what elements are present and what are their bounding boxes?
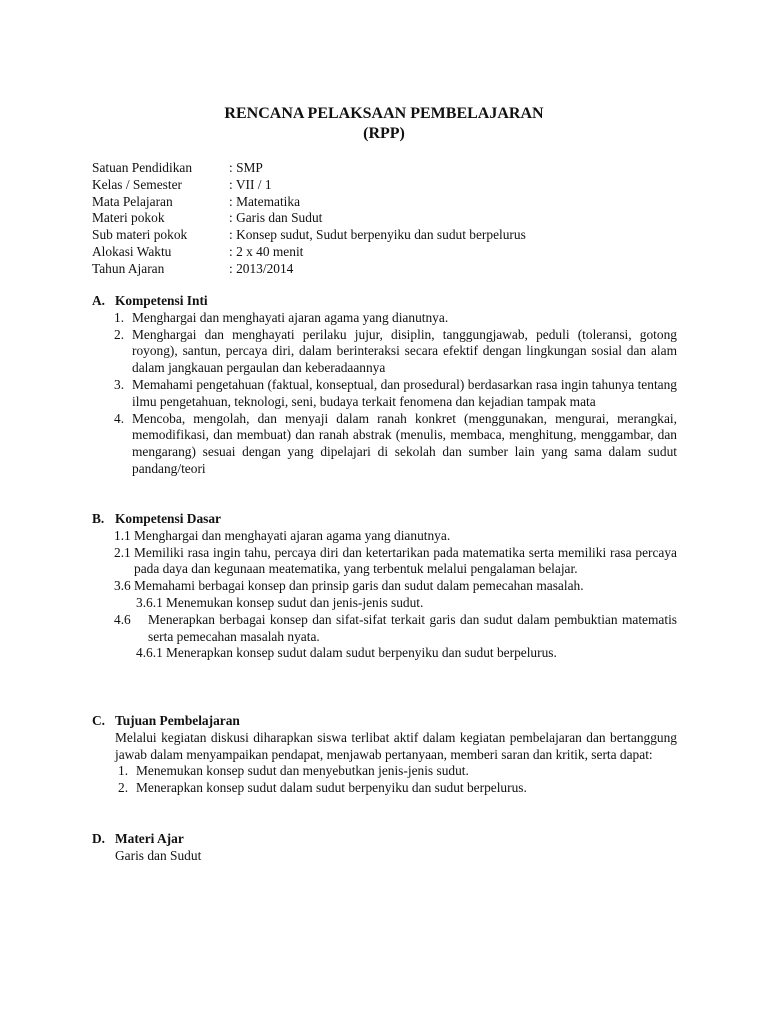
list-item (92, 578, 677, 595)
identity-label: Satuan Pendidikan (92, 160, 193, 175)
section-materi-ajar (92, 831, 677, 865)
section-heading (92, 293, 677, 310)
section-heading (92, 713, 677, 730)
identity-value: : 2 x 40 menit (229, 243, 304, 259)
list-item (92, 595, 677, 612)
identity-row (92, 160, 526, 177)
list-text: Menerapkan konsep sudut dalam sudut berpenyiku dan sudut berpelurus. (136, 780, 527, 796)
document-title (0, 104, 768, 144)
list-number: 2. (114, 326, 125, 342)
section-letter: D. (92, 831, 106, 846)
identity-row (92, 244, 526, 261)
identity-row (92, 177, 526, 194)
identity-label: Alokasi Waktu (92, 243, 172, 259)
list-item (92, 528, 677, 545)
list-item (92, 545, 677, 579)
section-letter: C. (92, 713, 106, 728)
list-item (92, 763, 677, 780)
identity-label: Tahun Ajaran (92, 260, 165, 276)
list-number: 4. (114, 410, 125, 426)
identity-label: Materi pokok (92, 210, 165, 226)
identity-row (92, 194, 526, 211)
title-line-2: (RPP) (363, 125, 405, 142)
identity-row (92, 210, 526, 227)
list-number: 1.1 (114, 527, 131, 543)
section-intro: Melalui kegiatan diskusi diharapkan siswa terlibat aktif dalam kegiatan pembelajaran dan bertanggung jawab dalam menyampaikan pendapat, menjawab pertanyaan, memberi saran dan kritik, serta dapat: (115, 729, 677, 762)
identity-value: : Konsep sudut, Sudut berpenyiku dan sudut berpelurus (229, 227, 526, 243)
identity-value: : VII / 1 (229, 176, 272, 192)
list-number: 3. (114, 376, 125, 392)
list-number: 4.6 (114, 611, 131, 627)
section-title: Kompetensi Inti (115, 293, 208, 308)
list-text: Menghargai dan menghayati ajaran agama yang dianutnya. (134, 527, 451, 543)
list-number: 2.1 (114, 544, 131, 560)
identity-value: : Garis dan Sudut (229, 210, 323, 226)
section-tujuan-pembelajaran (92, 713, 677, 797)
list-text: Menghargai dan menghayati perilaku jujur, disiplin, tanggungjawab, peduli (toleransi, gotong royong), santun, percaya diri, dalam berinteraksi secara efektif dengan lingkungan sosial dan alam dalam jangkauan pergaulan dan keberadaannya (132, 326, 677, 376)
title-line-1: RENCANA PELAKSAAN PEMBELAJARAN (224, 105, 544, 122)
list-text: Memahami berbagai konsep dan prinsip garis dan sudut dalam pemecahan masalah. (134, 578, 584, 594)
list-number: 3.6 (114, 578, 131, 594)
identity-label: Sub materi pokok (92, 227, 188, 243)
identity-value: : Matematika (229, 193, 301, 209)
list-item (92, 327, 677, 377)
section-kompetensi-dasar (92, 511, 677, 662)
list-item (92, 377, 677, 411)
list-text: Mencoba, mengolah, dan menyaji dalam ranah konkret (menggunakan, mengurai, merangkai, memodifikasi, dan membuat) dan ranah abstrak (menulis, membaca, menghitung, menggambar, dan mengarang) sesuai dengan yang dipelajari di sekolah dan sumber lain yang sama dalam sudut pandang/teori (132, 410, 677, 476)
list-text: Menerapkan berbagai konsep dan sifat-sifat terkait garis dan sudut dalam pembuktian matematis serta pemecahan masalah nyata. (148, 611, 677, 644)
identity-table (92, 160, 526, 278)
list-text: Memahami pengetahuan (faktual, konseptual, dan prosedural) berdasarkan rasa ingin tahunya tentang ilmu pengetahuan, teknologi, seni, budaya terkait fenomena dan kejadian tampak mata (132, 376, 677, 409)
section-title: Kompetensi Dasar (115, 511, 222, 526)
list-item (92, 780, 677, 797)
list-text: Memiliki rasa ingin tahu, percaya diri dan ketertarikan pada matematika serta memiliki rasa percaya pada daya dan kegunaan meatematika, yang terbentuk melalui pengalaman belajar. (134, 544, 677, 577)
section-title: Materi Ajar (115, 831, 184, 846)
list-text: Menemukan konsep sudut dan jenis-jenis sudut. (166, 594, 424, 610)
list-item (92, 612, 677, 646)
section-body: Garis dan Sudut (115, 847, 202, 863)
section-heading (92, 511, 677, 528)
identity-value: : SMP (229, 160, 263, 175)
list-number: 4.6.1 (136, 645, 163, 661)
list-item (92, 411, 677, 478)
list-item (92, 310, 677, 327)
section-letter: A. (92, 293, 106, 308)
list-number: 1. (114, 309, 125, 325)
list-text: Menerapkan konsep sudut dalam sudut berpenyiku dan sudut berpelurus. (166, 645, 557, 661)
identity-row (92, 227, 526, 244)
list-number: 1. (118, 763, 129, 779)
identity-label: Mata Pelajaran (92, 193, 173, 209)
section-title: Tujuan Pembelajaran (115, 713, 240, 728)
section-letter: B. (92, 511, 105, 526)
identity-row (92, 261, 526, 278)
list-text: Menghargai dan menghayati ajaran agama yang dianutnya. (132, 309, 449, 325)
list-number: 3.6.1 (136, 594, 163, 610)
list-text: Menemukan konsep sudut dan menyebutkan jenis-jenis sudut. (136, 763, 469, 779)
identity-value: : 2013/2014 (229, 260, 294, 276)
list-item (92, 645, 677, 662)
section-heading (92, 831, 677, 848)
list-number: 2. (118, 780, 129, 796)
section-kompetensi-inti (92, 293, 677, 478)
identity-label: Kelas / Semester (92, 176, 182, 192)
